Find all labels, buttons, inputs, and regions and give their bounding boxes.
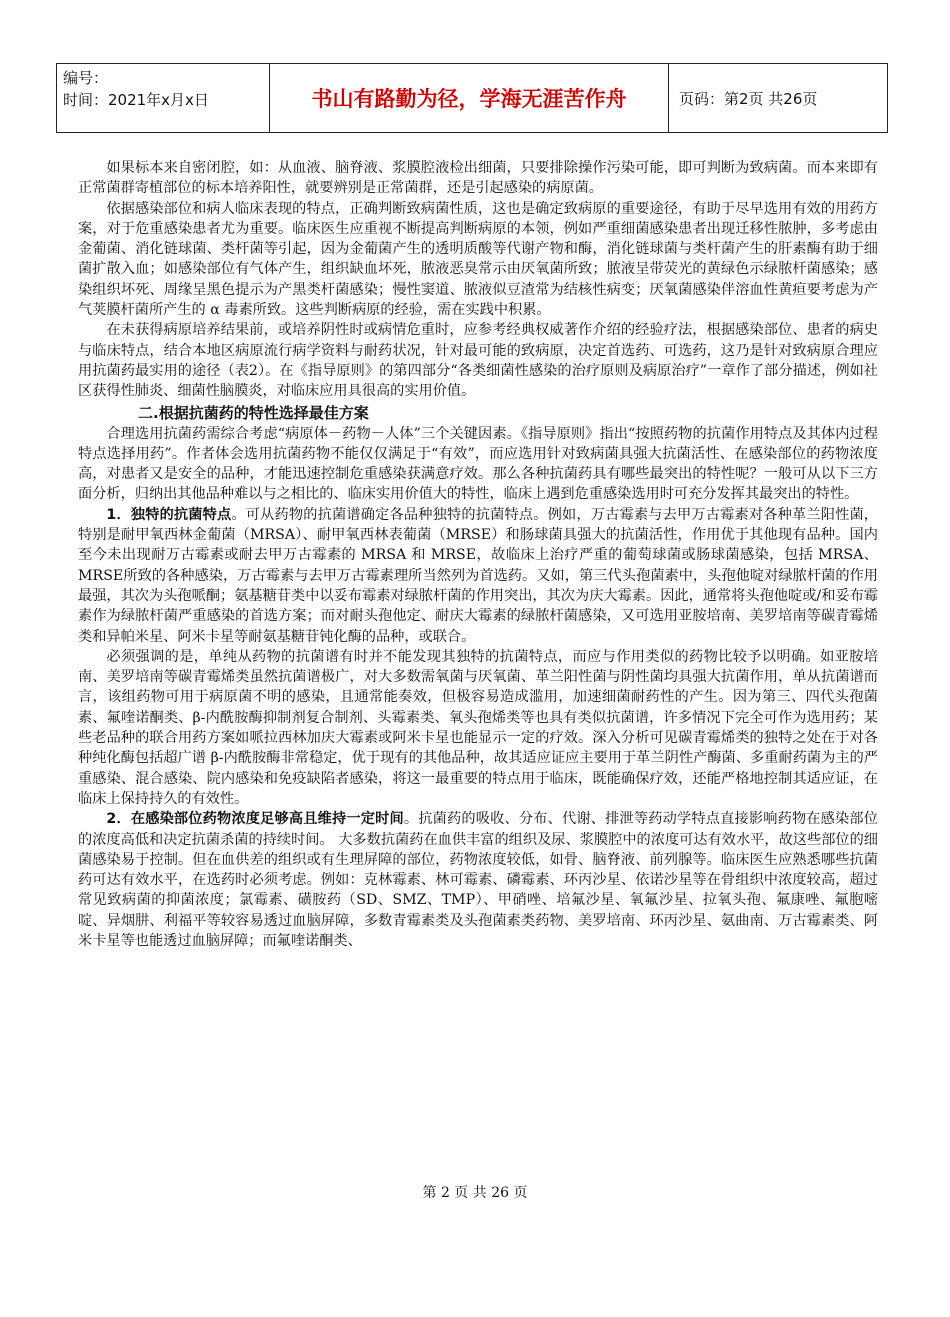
- paragraph: [78, 809, 878, 951]
- subsection-title: 2．在感染部位药物浓度足够高且维持一定时间: [106, 811, 404, 828]
- paragraph-text: 。可从药物的抗菌谱确定各品种独特的抗菌特点。例如，万古霉素与去甲万古霉素对各种革兰阳性菌，特别是耐甲氧西林金葡菌（MRSA）、耐甲氧西林表葡菌（MRSE）和肠球菌具强大的抗菌活性，作用优于其他现有品种。国内至今未出现耐万古霉素或耐去甲万古霉素的 MRSA 和 MRSE，故临床上治疗严重的葡萄球菌或肠球菌感染，包括 MRSA、MRSE所致的各种感染，万古霉素与去甲万古霉素理所当然列为首选药。又如，第三代头孢菌素中，头孢他啶对绿脓杆菌的作用最强，其次为头孢哌酮；氨基糖苷类中以妥布霉素对绿脓杆菌的作用突出，其次为庆大霉素。因此，通常将头孢他啶或/和妥布霉素作为绿脓杆菌严重感染的首选方案；而对耐头孢他定、耐庆大霉素的绿脓杆菌感染，又可选用亚胺培南、美罗培南等碳青霉烯类和异帕米星、阿米卡星等耐氨基糖苷钝化酶的品种，或联合。: [78, 506, 878, 645]
- document-number-label: 编号：: [63, 69, 109, 87]
- paragraph: [78, 505, 878, 647]
- paragraph: 在未获得病原培养结果前，或培养阴性时或病情危重时，应参考经典权威著作介绍的经验疗法，根据感染部位、患者的病史与临床特点，结合本地区病原流行病学资料与耐药状况，针对最可能的致病原，决定首选药、可选药，这乃是针对致病原合理应用抗菌药最实用的途径（表2）。在《指导原则》的第四部分“各类细菌性感染的治疗原则及病原治疗”一章作了部分描述，例如社区获得性肺炎、细菌性脑膜炎，对临床应用具很高的实用价值。: [78, 322, 878, 400]
- header-page-number: 页码：第2页 共26页: [679, 89, 818, 108]
- page-footer: 第 2 页 共 26 页: [422, 1185, 528, 1201]
- page-header: [56, 63, 888, 133]
- paragraph: 如果标本来自密闭腔，如：从血液、脑脊液、浆膜腔液检出细菌，只要排除操作污染可能，即可判断为致病菌。而本来即有正常菌群寄植部位的标本培养阳性，就要辨别是正常菌群，还是引起感染的病原菌。: [78, 160, 878, 197]
- document-body: [78, 158, 878, 951]
- section-heading: 二.根据抗菌药的特性选择最佳方案: [138, 403, 369, 422]
- paragraph: 依据感染部位和病人临床表现的特点，正确判断致病菌性质，这也是确定致病原的重要途径，有助于尽早选用有效的用药方案，对于危重感染患者尤为重要。临床医生应重视不断提高判断病原的本领，例如严重细菌感染患者出现迁移性脓肿，多考虑由金葡菌、消化链球菌、类杆菌等引起，因为金葡菌产生的透明质酸等代谢产物和酶，消化链球菌与类杆菌产生的肝素酶有助于细菌扩散入血；如感染部位有气体产生，组织缺血坏死，脓液恶臭常示由厌氧菌所致；脓液呈带荧光的黄绿色示绿脓杆菌感染；感染组织坏死、周缘呈黑色提示为产黑类杆菌感染；慢性窦道、脓液似豆渣常为结核性病变；厌氧菌感染伴溶血性黄疸要考虑为产气荚膜杆菌所产生的 α 毒素所致。这些判断病原的经验，需在实践中积累。: [78, 200, 878, 319]
- header-motto: 书山有路勤为径，学海无涯苦作舟: [270, 64, 669, 132]
- document-time-label: 时间：2021年x月x日: [63, 91, 209, 109]
- header-meta: [57, 64, 270, 132]
- paragraph: 合理选用抗菌药需综合考虑“病原体－药物－人体”三个关键因素。《指导原则》指出“按照药物的抗菌作用特点及其体内过程特点选择用药”。作者体会选用抗菌药物不能仅仅满足于“有效”，而应选用针对致病菌具强大抗菌活性、在感染部位的药物浓度高，对患者又是安全的品种，才能迅速控制危重感染获满意疗效。那么各种抗菌药具有哪些最突出的特性呢？一般可从以下三方面分析，归纳出其他品种难以与之相比的、临床实用价值大的特性，临床上遇到危重感染选用时可充分发挥其最突出的特性。: [78, 425, 878, 503]
- subsection-title: 1．独特的抗菌特点: [106, 506, 232, 523]
- paragraph-text: 。抗菌药的吸收、分布、代谢、排泄等药动学特点直接影响药物在感染部位的浓度高低和决定抗菌杀菌的持续时间。 大多数抗菌药在血供丰富的组织及尿、浆膜腔中的浓度可达有效水平，故这些部位的细菌感染易于控制。但在血供差的组织或有生理屏障的部位，药物浓度较低，如骨、脑脊液、前列腺等。临床医生应熟悉哪些抗菌药可达有效水平，在选药时必须考虑。例如：克林霉素、林可霉素、磷霉素、环丙沙星、依诺沙星等在骨组织中浓度较高，超过常见致病菌的抑菌浓度；氯霉素、磺胺药（SD、SMZ、TMP）、甲硝唑、培氟沙星、氧氟沙星、拉氧头孢、氟康唑、氟胞嘧啶、异烟肼、利福平等较容易透过血脑屏障，多数青霉素类及头孢菌素类药物、美罗培南、环丙沙星、氨曲南、万古霉素类、阿米卡星等也能透过血脑屏障；而氟喹诺酮类、: [78, 811, 878, 949]
- paragraph: 必须强调的是，单纯从药物的抗菌谱有时并不能发现其独特的抗菌特点，而应与作用类似的药物比较予以明确。如亚胺培南、美罗培南等碳青霉烯类虽然抗菌谱极广，对大多数需氧菌与厌氧菌、革兰阳性菌与阴性菌均具强大抗菌作用，单从抗菌谱而言，该组药物可用于病原菌不明的感染，且通常能奏效，但极容易造成滥用，加速细菌耐药性的产生。因为第三、四代头孢菌素、氟喹诺酮类、β-内酰胺酶抑制剂复合制剂、头霉素类、氧头孢烯类等也具有类似抗菌谱，许多情况下完全可作为选用药；某些老品种的联合用药方案如哌拉西林加庆大霉素或阿米卡星也能显示一定的疗效。深入分析可见碳青霉烯类的独特之处在于对各种纯化酶包括超广谱 β-内酰胺酶非常稳定，优于现有的其他品种，故其适应证应主要用于革兰阴性产酶菌、多重耐药菌为主的严重感染、混合感染、院内感染和免疫缺陷者感染，将这一最重要的特点用于临床，既能确保疗效，还能严格地控制其适应证，在临床上保持持久的有效性。: [78, 648, 878, 807]
